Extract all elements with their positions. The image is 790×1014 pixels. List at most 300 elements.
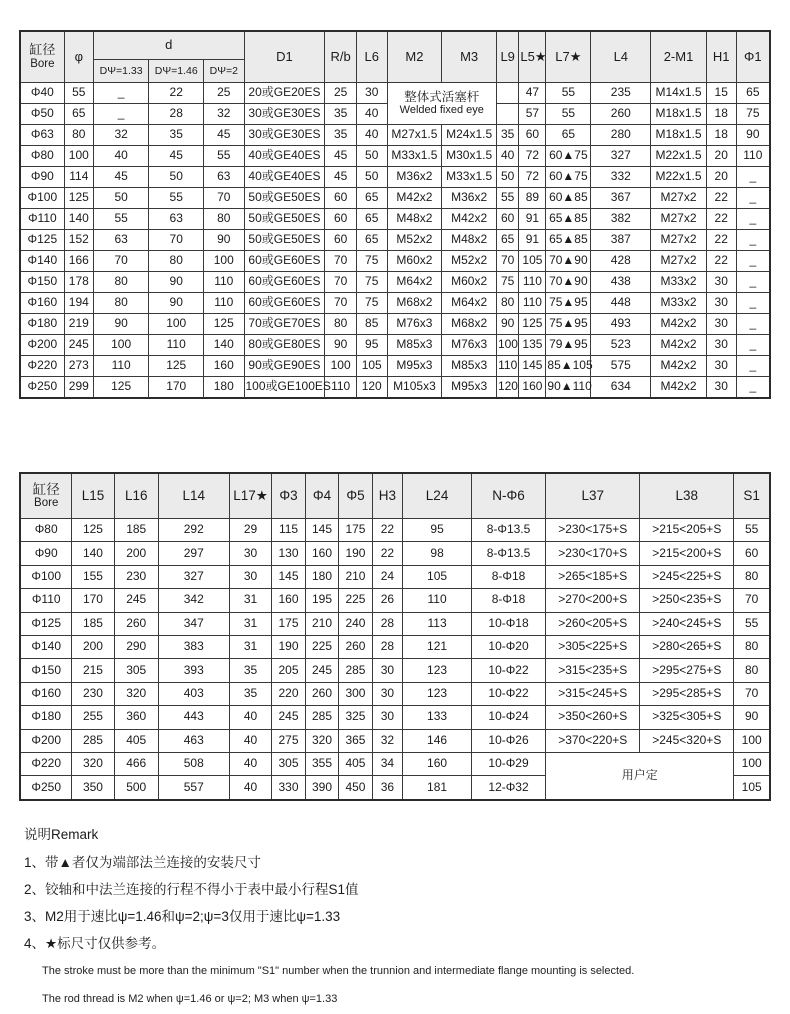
value-cell: 285 [72, 729, 114, 752]
value-cell: 152 [64, 230, 93, 251]
value-cell: 110 [519, 293, 546, 314]
value-cell: M85x3 [442, 356, 497, 377]
value-cell: 327 [591, 146, 651, 167]
value-cell: 230 [114, 565, 158, 588]
column-header-s1: S1 [734, 473, 770, 519]
value-cell: M22x1.5 [651, 167, 706, 188]
value-cell: 110 [149, 335, 204, 356]
value-cell: 50或GE50ES [244, 230, 325, 251]
value-cell: 75 [496, 272, 518, 293]
value-cell: 225 [305, 635, 339, 658]
bore-cell: Φ100 [20, 188, 64, 209]
column-header-h3: H3 [372, 473, 403, 519]
value-cell: 405 [114, 729, 158, 752]
value-cell: >295<285+S [640, 682, 734, 705]
value-cell: 105 [519, 251, 546, 272]
d-group-header: d [93, 31, 244, 60]
value-cell: 175 [272, 612, 305, 635]
value-cell: 125 [72, 519, 114, 542]
value-cell: 90或GE90ES [244, 356, 325, 377]
value-cell: 30 [706, 293, 736, 314]
value-cell: 90 [149, 272, 204, 293]
value-cell: 40 [229, 706, 272, 729]
value-cell: 45 [149, 146, 204, 167]
value-cell: 22 [149, 83, 204, 104]
value-cell: M27x2 [651, 209, 706, 230]
value-cell: 70 [149, 230, 204, 251]
value-cell: 320 [305, 729, 339, 752]
value-cell: 32 [204, 104, 244, 125]
value-cell: >230<170+S [546, 542, 640, 565]
value-cell: 260 [591, 104, 651, 125]
value-cell: 32 [93, 125, 148, 146]
bore-column-header [20, 473, 72, 519]
value-cell: M18x1.5 [651, 104, 706, 125]
value-cell: 55 [546, 104, 591, 125]
value-cell [496, 104, 518, 125]
value-cell: 20 [706, 167, 736, 188]
bore-cell: Φ125 [20, 230, 64, 251]
value-cell: 297 [158, 542, 229, 565]
value-cell: 100 [325, 356, 356, 377]
value-cell: 22 [372, 542, 403, 565]
value-cell: 90 [204, 230, 244, 251]
value-cell: 22 [706, 188, 736, 209]
value-cell: >350<260+S [546, 706, 640, 729]
value-cell: 70 [496, 251, 518, 272]
value-cell: 72 [519, 167, 546, 188]
value-cell: _ [736, 230, 770, 251]
value-cell: 60 [325, 230, 356, 251]
table-row [20, 293, 770, 314]
value-cell: 40 [496, 146, 518, 167]
value-cell: 70 [734, 589, 770, 612]
value-cell: 60 [325, 209, 356, 230]
value-cell: 80 [734, 659, 770, 682]
value-cell: 230 [72, 682, 114, 705]
value-cell: 110 [204, 272, 244, 293]
value-cell: 70 [325, 293, 356, 314]
remark-item-en-1: The stroke must be more than the minimum "S1" number when the trunnion and intermediate flange mounting is selected. [42, 964, 635, 977]
value-cell: 47 [519, 83, 546, 104]
table1-header-row-1 [20, 31, 770, 60]
value-cell: >260<205+S [546, 612, 640, 635]
value-cell [496, 83, 518, 104]
value-cell: 123 [403, 659, 471, 682]
bore-cell: Φ40 [20, 83, 64, 104]
value-cell: 300 [339, 682, 372, 705]
value-cell: 121 [403, 635, 471, 658]
table-row [20, 635, 770, 658]
value-cell: 185 [72, 612, 114, 635]
value-cell: 98 [403, 542, 471, 565]
value-cell: 428 [591, 251, 651, 272]
value-cell: 10-Φ29 [471, 752, 545, 775]
value-cell: M76x3 [387, 314, 442, 335]
column-header-l4: L4 [591, 31, 651, 83]
table-row [20, 752, 770, 775]
value-cell: 65 [546, 125, 591, 146]
value-cell: 10-Φ18 [471, 612, 545, 635]
value-cell: 60 [496, 209, 518, 230]
value-cell: 500 [114, 776, 158, 800]
table-row [20, 230, 770, 251]
value-cell: 28 [149, 104, 204, 125]
value-cell: 332 [591, 167, 651, 188]
value-cell: 30或GE30ES [244, 104, 325, 125]
value-cell: 10-Φ22 [471, 659, 545, 682]
value-cell: 10-Φ26 [471, 729, 545, 752]
value-cell: 45 [325, 167, 356, 188]
value-cell: 89 [519, 188, 546, 209]
bore-cell: Φ250 [20, 776, 72, 800]
value-cell: M42x2 [651, 356, 706, 377]
value-cell: 360 [114, 706, 158, 729]
value-cell: 125 [64, 188, 93, 209]
value-cell: 30 [372, 659, 403, 682]
value-cell: 181 [403, 776, 471, 800]
bore-cell: Φ80 [20, 146, 64, 167]
d-sub-header-2: DΨ=1.46 [149, 60, 204, 83]
value-cell: 50 [356, 146, 387, 167]
value-cell: 35 [325, 104, 356, 125]
value-cell: M27x2 [651, 188, 706, 209]
value-cell: 110 [736, 146, 770, 167]
value-cell: 85 [356, 314, 387, 335]
value-cell: 125 [93, 377, 148, 399]
value-cell: 178 [64, 272, 93, 293]
value-cell: 65 [356, 188, 387, 209]
value-cell: 25 [325, 83, 356, 104]
value-cell: 91 [519, 230, 546, 251]
value-cell: M27x1.5 [387, 125, 442, 146]
value-cell: 405 [339, 752, 372, 775]
value-cell: 387 [591, 230, 651, 251]
column-header-rb: R/b [325, 31, 356, 83]
value-cell: 125 [149, 356, 204, 377]
value-cell: _ [736, 377, 770, 399]
value-cell: 557 [158, 776, 229, 800]
value-cell: 325 [339, 706, 372, 729]
value-cell: 75 [356, 293, 387, 314]
value-cell: 390 [305, 776, 339, 800]
value-cell: 60或GE60ES [244, 272, 325, 293]
column-header-l17: L17★ [229, 473, 272, 519]
value-cell: M14x1.5 [651, 83, 706, 104]
value-cell: 100 [734, 729, 770, 752]
value-cell: 105 [403, 565, 471, 588]
value-cell: 30 [372, 682, 403, 705]
value-cell: >215<200+S [640, 542, 734, 565]
table-row [20, 377, 770, 399]
bore-column-header [20, 31, 64, 83]
table-row [20, 565, 770, 588]
value-cell: 292 [158, 519, 229, 542]
value-cell: 35 [325, 125, 356, 146]
value-cell: 63 [149, 209, 204, 230]
value-cell: 70 [734, 682, 770, 705]
value-cell: 100或GE100ES [244, 377, 325, 399]
value-cell: 463 [158, 729, 229, 752]
spec-sheet-page [0, 30, 790, 1006]
welded-eye-note-line: 整体式活塞杆 [404, 89, 480, 104]
value-cell: 299 [64, 377, 93, 399]
value-cell: 140 [64, 209, 93, 230]
value-cell: 175 [339, 519, 372, 542]
column-header-l5: L5★ [519, 31, 546, 83]
bore-cell: Φ250 [20, 377, 64, 399]
value-cell: 110 [519, 272, 546, 293]
value-cell: M33x2 [651, 293, 706, 314]
value-cell: _ [736, 209, 770, 230]
value-cell: 75 [356, 272, 387, 293]
value-cell: 450 [339, 776, 372, 800]
value-cell: 275 [272, 729, 305, 752]
value-cell: 50或GE50ES [244, 209, 325, 230]
value-cell: 367 [591, 188, 651, 209]
value-cell: 135 [519, 335, 546, 356]
value-cell: M105x3 [387, 377, 442, 399]
value-cell: 31 [229, 635, 272, 658]
value-cell: 30 [706, 272, 736, 293]
value-cell: 225 [339, 589, 372, 612]
bore-cell: Φ220 [20, 356, 64, 377]
value-cell: 79▲95 [546, 335, 591, 356]
bore-cell: Φ200 [20, 729, 72, 752]
value-cell: 80 [204, 209, 244, 230]
value-cell: M27x2 [651, 230, 706, 251]
column-header-l16: L16 [114, 473, 158, 519]
value-cell: _ [736, 356, 770, 377]
value-cell: 28 [372, 612, 403, 635]
value-cell: 8-Φ18 [471, 589, 545, 612]
table-row [20, 335, 770, 356]
table-row [20, 125, 770, 146]
value-cell: 110 [403, 589, 471, 612]
table-row [20, 188, 770, 209]
cylinder-dimensions-table-2 [19, 472, 771, 801]
value-cell: 70▲90 [546, 251, 591, 272]
value-cell: M85x3 [387, 335, 442, 356]
value-cell: 65 [356, 209, 387, 230]
value-cell: M48x2 [387, 209, 442, 230]
value-cell: 90 [325, 335, 356, 356]
value-cell: 75▲95 [546, 293, 591, 314]
value-cell: 210 [339, 565, 372, 588]
value-cell: 130 [272, 542, 305, 565]
bore-cell: Φ50 [20, 104, 64, 125]
value-cell: 40 [356, 104, 387, 125]
value-cell: 320 [72, 752, 114, 775]
cylinder-dimensions-table-1 [19, 30, 771, 399]
value-cell: 215 [72, 659, 114, 682]
value-cell: 393 [158, 659, 229, 682]
phi-column-header: φ [64, 31, 93, 83]
value-cell: 35 [496, 125, 518, 146]
bore-cell: Φ80 [20, 519, 72, 542]
value-cell: 30 [229, 565, 272, 588]
value-cell: _ [736, 251, 770, 272]
value-cell: 60 [325, 188, 356, 209]
value-cell: 145 [519, 356, 546, 377]
value-cell: 110 [93, 356, 148, 377]
value-cell: 8-Φ13.5 [471, 542, 545, 565]
value-cell: M42x2 [387, 188, 442, 209]
value-cell: 60▲85 [546, 188, 591, 209]
value-cell: 10-Φ24 [471, 706, 545, 729]
value-cell: 70▲90 [546, 272, 591, 293]
column-header-m2: M2 [387, 31, 442, 83]
bore-cell: Φ140 [20, 251, 64, 272]
value-cell: 146 [403, 729, 471, 752]
value-cell: 24 [372, 565, 403, 588]
value-cell: _ [736, 272, 770, 293]
value-cell: 40或GE40ES [244, 167, 325, 188]
value-cell: 200 [72, 635, 114, 658]
value-cell: 36 [372, 776, 403, 800]
value-cell: 100 [64, 146, 93, 167]
value-cell: 30 [706, 314, 736, 335]
column-header-l9: L9 [496, 31, 518, 83]
value-cell: _ [93, 83, 148, 104]
table-row [20, 519, 770, 542]
value-cell: 35 [229, 682, 272, 705]
table-row [20, 209, 770, 230]
value-cell: 45 [93, 167, 148, 188]
d-sub-header-3: DΨ=2 [204, 60, 244, 83]
column-header-l15: L15 [72, 473, 114, 519]
table-row [20, 682, 770, 705]
value-cell: >245<320+S [640, 729, 734, 752]
value-cell: 80 [93, 293, 148, 314]
value-cell: 30或GE30ES [244, 125, 325, 146]
table-row [20, 589, 770, 612]
value-cell: 30 [356, 83, 387, 104]
value-cell: 305 [272, 752, 305, 775]
bore-header-cn: 缸径 [29, 41, 56, 57]
table-row [20, 251, 770, 272]
value-cell: 245 [64, 335, 93, 356]
bore-cell: Φ200 [20, 335, 64, 356]
value-cell: 90 [93, 314, 148, 335]
value-cell: 290 [114, 635, 158, 658]
value-cell: 245 [114, 589, 158, 612]
value-cell: 15 [706, 83, 736, 104]
value-cell: 22 [372, 519, 403, 542]
value-cell: _ [736, 293, 770, 314]
value-cell: 493 [591, 314, 651, 335]
value-cell: 29 [229, 519, 272, 542]
value-cell: 123 [403, 682, 471, 705]
column-header-d1: D1 [244, 31, 325, 83]
value-cell: 65 [356, 230, 387, 251]
value-cell: M42x2 [442, 209, 497, 230]
value-cell: 190 [272, 635, 305, 658]
value-cell: M52x2 [442, 251, 497, 272]
value-cell: 55 [734, 612, 770, 635]
value-cell: 448 [591, 293, 651, 314]
value-cell: 70 [204, 188, 244, 209]
value-cell: 65 [64, 104, 93, 125]
value-cell: 35 [149, 125, 204, 146]
bore-cell: Φ150 [20, 272, 64, 293]
value-cell: M33x1.5 [442, 167, 497, 188]
value-cell: 10-Φ22 [471, 682, 545, 705]
value-cell: 22 [706, 209, 736, 230]
value-cell: 90 [149, 293, 204, 314]
remark-item-en-2: The rod thread is M2 when ψ=1.46 or ψ=2; M3 when ψ=1.33 [42, 993, 338, 1006]
value-cell: 60▲75 [546, 167, 591, 188]
value-cell: 95 [403, 519, 471, 542]
value-cell: M30x1.5 [442, 146, 497, 167]
value-cell: M95x3 [387, 356, 442, 377]
value-cell: 40 [229, 729, 272, 752]
value-cell: 55 [734, 519, 770, 542]
table-row [20, 314, 770, 335]
value-cell: _ [736, 314, 770, 335]
value-cell: 219 [64, 314, 93, 335]
value-cell: 342 [158, 589, 229, 612]
bore-cell: Φ100 [20, 565, 72, 588]
value-cell: 50 [149, 167, 204, 188]
value-cell: M42x2 [651, 314, 706, 335]
value-cell: M68x2 [442, 314, 497, 335]
value-cell: 523 [591, 335, 651, 356]
value-cell: 382 [591, 209, 651, 230]
value-cell: 60 [734, 542, 770, 565]
table2-header-row [20, 473, 770, 519]
value-cell: 28 [372, 635, 403, 658]
value-cell: 100 [149, 314, 204, 335]
column-header-phi1: Φ1 [736, 31, 770, 83]
value-cell: >315<245+S [546, 682, 640, 705]
value-cell: 31 [229, 612, 272, 635]
column-header-l38: L38 [640, 473, 734, 519]
value-cell: 195 [305, 589, 339, 612]
value-cell: 210 [305, 612, 339, 635]
value-cell: 466 [114, 752, 158, 775]
value-cell: M27x2 [651, 251, 706, 272]
value-cell: 350 [72, 776, 114, 800]
value-cell: 30 [706, 335, 736, 356]
value-cell: 90 [736, 125, 770, 146]
value-cell: M36x2 [387, 167, 442, 188]
value-cell: M68x2 [387, 293, 442, 314]
value-cell: 260 [114, 612, 158, 635]
table-row [20, 356, 770, 377]
value-cell: 160 [305, 542, 339, 565]
value-cell: 113 [403, 612, 471, 635]
value-cell: 65 [496, 230, 518, 251]
table-row [20, 612, 770, 635]
value-cell: 60或GE60ES [244, 251, 325, 272]
remarks-title: 说明Remark [24, 826, 99, 842]
value-cell: 25 [204, 83, 244, 104]
value-cell: 10-Φ20 [471, 635, 545, 658]
value-cell: 65▲85 [546, 209, 591, 230]
bore-cell: Φ180 [20, 706, 72, 729]
value-cell: 65 [736, 83, 770, 104]
value-cell: _ [736, 188, 770, 209]
value-cell: 125 [519, 314, 546, 335]
value-cell: 80 [734, 565, 770, 588]
value-cell: M52x2 [387, 230, 442, 251]
bore-cell: Φ110 [20, 589, 72, 612]
value-cell: 63 [93, 230, 148, 251]
value-cell: >315<235+S [546, 659, 640, 682]
value-cell: _ [736, 335, 770, 356]
value-cell: 40或GE40ES [244, 146, 325, 167]
